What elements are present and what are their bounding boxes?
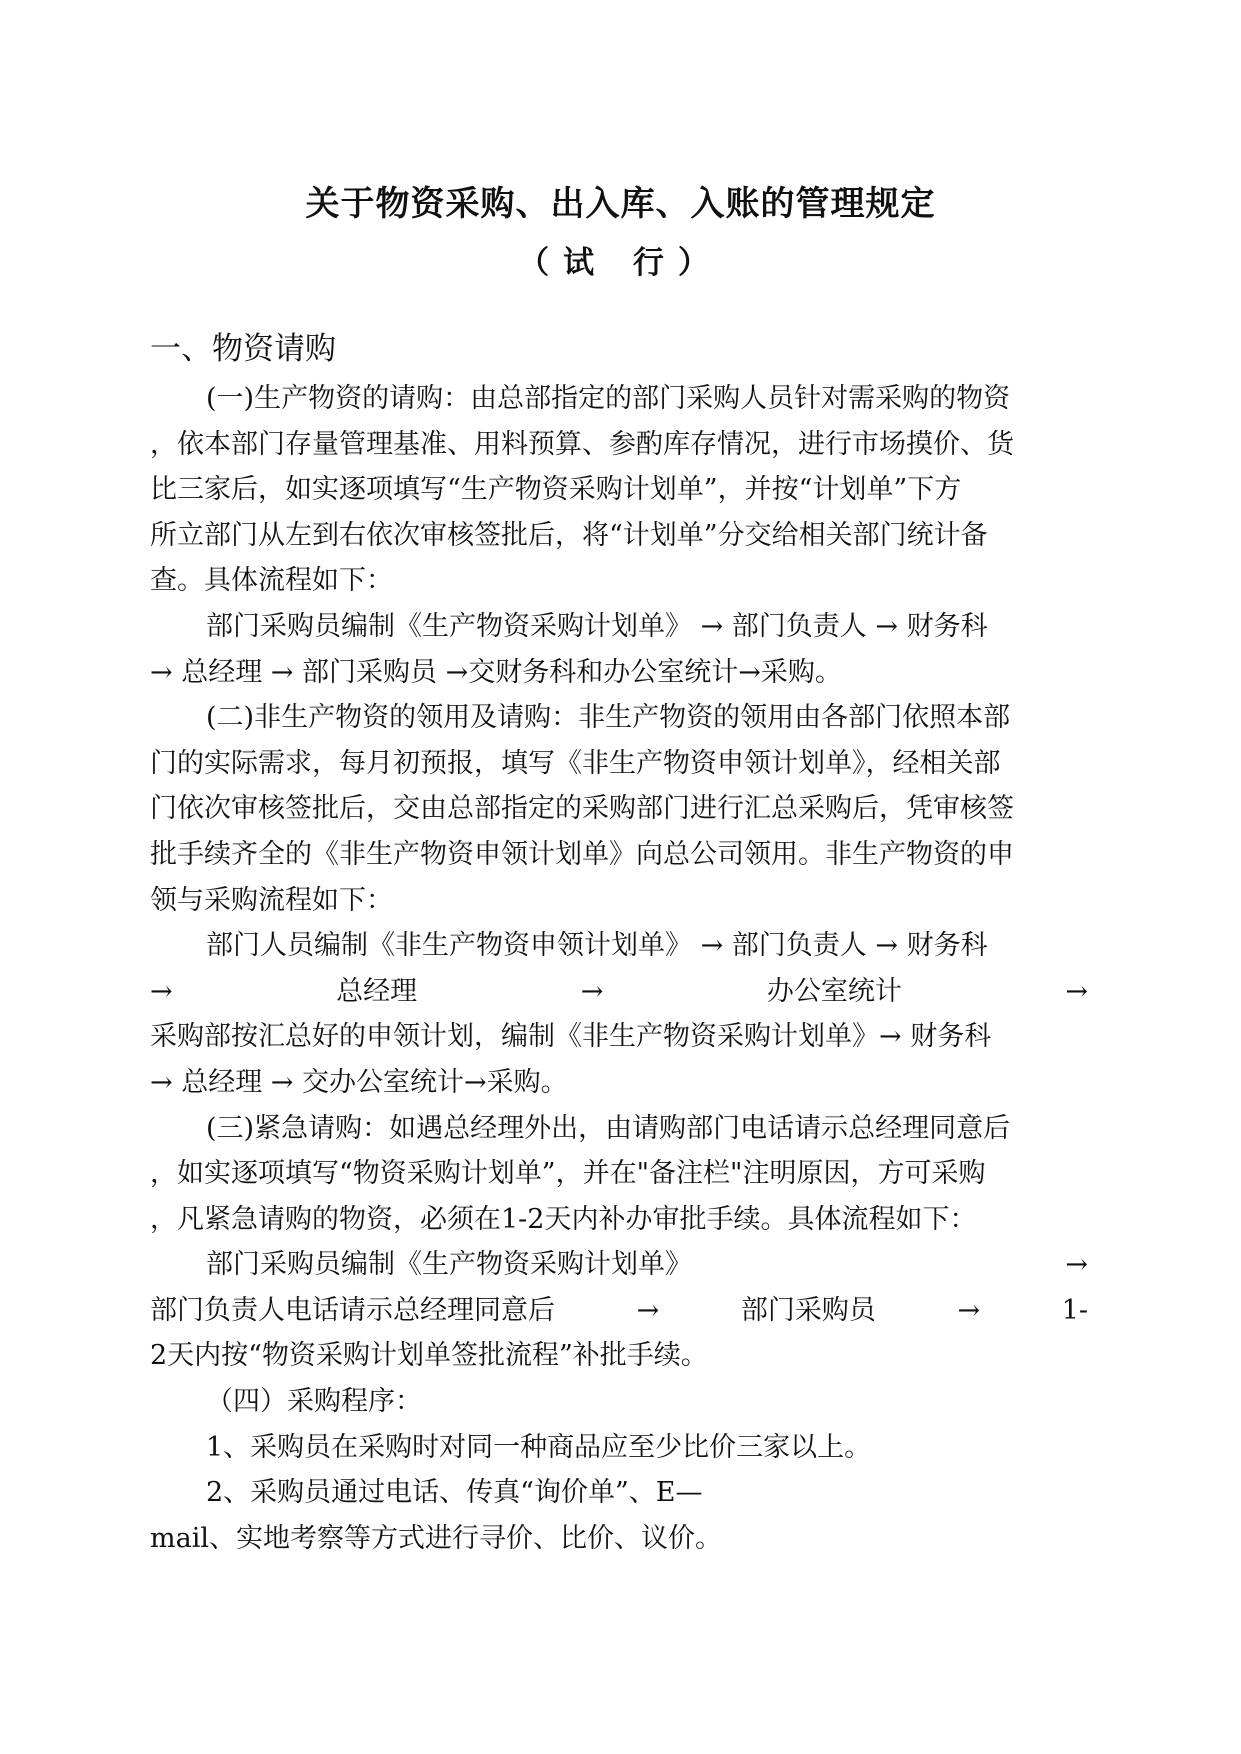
flow-step: 部门采购员编制《生产物资采购计划单》 <box>206 1249 692 1281</box>
paragraph-line: 所立部门从左到右依次审核签批后，将“计划单”分交给相关部门统计备 <box>150 519 988 551</box>
flow-line: 部门人员编制《非生产物资申领计划单》 → 部门负责人 → 财务科 <box>206 930 988 962</box>
paragraph-line: (三)紧急请购：如遇总经理外出，由请购部门电话请示总经理同意后 <box>206 1112 1011 1144</box>
paragraph-line: 门的实际需求，每月初预报，填写《非生产物资申领计划单》，经相关部 <box>150 747 1001 779</box>
flow-step: 总经理 <box>336 975 418 1007</box>
flow-arrow: → <box>957 1294 981 1326</box>
flow-line <box>150 1288 1088 1334</box>
document-title: 关于物资采购、出入库、入账的管理规定 <box>305 184 936 224</box>
paragraph-line: 2天内按“物资采购计划单签批流程”补批手续。 <box>150 1340 708 1372</box>
paragraph-line: 查。具体流程如下： <box>150 565 393 597</box>
paragraph-line: ，如实逐项填写“物资采购计划单”，并在"备注栏"注明原因，方可采购 <box>150 1158 986 1190</box>
flow-arrow: → <box>150 975 173 1007</box>
flow-step: 1- <box>1061 1294 1088 1326</box>
flow-line <box>150 1242 1088 1288</box>
subsection-heading: （四）采购程序： <box>206 1386 422 1418</box>
flow-line: → 总经理 → 部门采购员 →交财务科和办公室统计→采购。 <box>150 656 842 688</box>
paragraph-line: 领与采购流程如下： <box>150 884 393 916</box>
paragraph-line: (一)生产物资的请购：由总部指定的部门采购人员针对需采购的物资 <box>206 383 1011 414</box>
list-item: 2、采购员通过电话、传真“询价单”、E— <box>206 1477 703 1509</box>
flow-step: 部门负责人电话请示总经理同意后 <box>150 1294 555 1326</box>
document-body <box>150 376 1088 1561</box>
flow-line: 采购部按汇总好的申领计划，编制《非生产物资采购计划单》→ 财务科 <box>150 1021 992 1053</box>
paragraph-line: ，依本部门存量管理基准、用料预算、参酌库存情况，进行市场摸价、货 <box>150 428 1014 460</box>
flow-arrow: → <box>636 1294 660 1326</box>
paragraph-line: (二)非生产物资的领用及请购：非生产物资的领用由各部门依照本部 <box>206 702 1011 734</box>
flow-arrow: → <box>1065 975 1088 1007</box>
paragraph-line: ，凡紧急请购的物资，必须在1-2天内补办审批手续。具体流程如下： <box>150 1203 977 1235</box>
paragraph-line: 批手续齐全的《非生产物资申领计划单》向总公司领用。非生产物资的申 <box>150 838 1014 870</box>
flow-step: 办公室统计 <box>766 975 902 1007</box>
flow-step: 部门采购员 <box>740 1294 876 1326</box>
document-subtitle: （试 行） <box>518 245 723 281</box>
paragraph-line: mail、实地考察等方式进行寻价、比价、议价。 <box>150 1522 722 1554</box>
paragraph-line: 门依次审核签批后，交由总部指定的采购部门进行汇总采购后，凭审核签 <box>150 793 1014 825</box>
list-item: 1、采购员在采购时对同一种商品应至少比价三家以上。 <box>206 1431 872 1463</box>
flow-arrow: → <box>580 975 604 1007</box>
section-heading: 一、物资请购 <box>150 331 336 367</box>
flow-line: 部门采购员编制《生产物资采购计划单》 → 部门负责人 → 财务科 <box>206 610 988 642</box>
flow-arrow: → <box>1065 1249 1088 1281</box>
flow-line: → 总经理 → 交办公室统计→采购。 <box>150 1066 568 1098</box>
paragraph-line: 比三家后，如实逐项填写“生产物资采购计划单”，并按“计划单”下方 <box>150 474 962 506</box>
flow-line <box>150 969 1088 1015</box>
